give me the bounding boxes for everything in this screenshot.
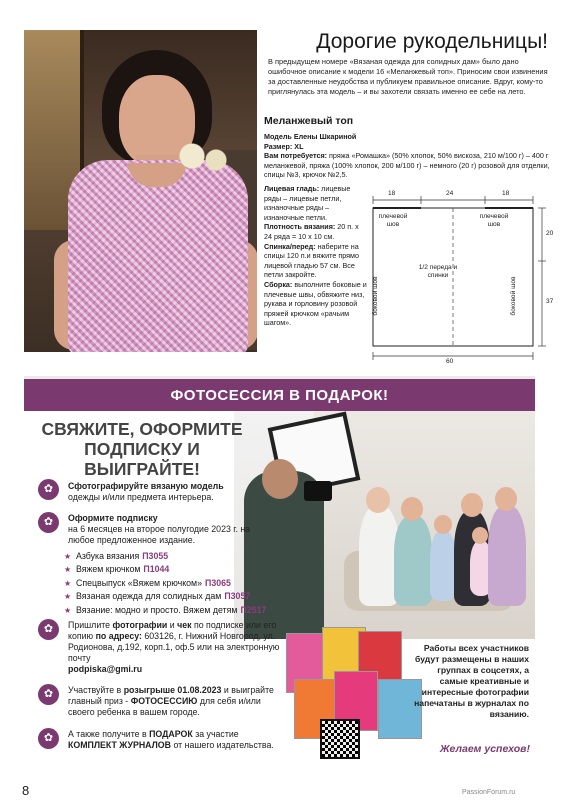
subscription-codes (64, 550, 266, 617)
promo-headline: СВЯЖИТЕ, ОФОРМИТЕ ПОДПИСКУ И ВЫИГРАЙТЕ! (41, 419, 243, 479)
center-label: 1/2 переда и спинки (418, 264, 458, 279)
side-seam-left: боковой шов (372, 276, 379, 316)
code-name: Вязание: модно и просто. Вяжем детям (76, 604, 238, 615)
pattern-diagram (370, 186, 560, 366)
materials-text: пряжа «Ромашка» (50% хлопок, 50% вискоза, 210 м/100 г) – 400 г меланжевой, пряжа (100% хлопок, 200 м/100 г) – немного (20 г) розовой для отделки, спицы №3, крючок №2,5. (264, 151, 550, 180)
star-icon: ★ (64, 605, 72, 615)
yarn-icon: ✿ (38, 684, 59, 705)
yarn-icon: ✿ (38, 479, 59, 500)
camera-icon (304, 481, 332, 501)
density-text: 20 п. х 24 ряда = 10 х 10 см. (264, 222, 359, 241)
pattern-title: Меланжевый топ (264, 115, 354, 127)
code-name: Азбука вязания (76, 551, 140, 561)
assembly-label: Сборка: (264, 279, 293, 289)
flowers-decor (174, 140, 234, 180)
star-icon: ★ (64, 552, 72, 561)
assembly-text: выполните боковые и плечевые швы, обвяжите низ, рукава и горловину розовой пряжей крючком «рачьим шагом». (264, 279, 367, 328)
back-text: наберите на спицы 120 п.и вяжите прямо лицевой гладью 57 см. Все петли закройте. (264, 241, 359, 280)
dim-top-right: 18 (502, 190, 510, 197)
back-label: Спинка/перед: (264, 241, 316, 251)
yarn-icon: ✿ (38, 619, 59, 640)
good-luck-text: Желаем успехов! (439, 743, 530, 755)
step5-text: А также получите в ПОДАРОК за участие КОМПЛЕКТ ЖУРНАЛОВ от нашего издательства. (68, 729, 274, 750)
size-value: XL (294, 141, 304, 151)
pattern-instructions (264, 184, 367, 328)
dim-right-lower: 37 (546, 298, 554, 305)
subscription-code-item (64, 604, 266, 617)
intro-text: В предыдущем номере «Вязаная одежда для солидных дам» было дано ошибочное описание к модели 16 «Меланжевый топ». Приносим свои извинения за доставленные неудобства и публикуем правильное описание. Вдруг, кому-то приглянулась эта модель – и вы захотели связать именно ее себе на лето. (268, 57, 548, 96)
code-value: П2517 (240, 604, 267, 615)
code-name: Спецвыпуск «Вяжем крючком» (76, 577, 202, 588)
dim-top-mid: 24 (446, 190, 454, 197)
code-name: Вязаная одежда для солидных дам (76, 591, 222, 602)
subscription-code-item (64, 590, 266, 603)
side-seam-right: боковой шов (510, 276, 517, 316)
dim-right-upper: 20 (546, 230, 554, 237)
intro-title: Дорогие рукодельницы! (316, 30, 548, 53)
dim-top-left: 18 (388, 190, 396, 197)
step1-text: Сфотографируйте вязаную модель одежды и/или предмета интерьера. (68, 481, 224, 502)
shoulder-seam-right: плечевой шов (479, 213, 509, 228)
pattern-author: Модель Елены Шкариной (264, 132, 357, 141)
shoulder-seam-left: плечевой шов (378, 213, 408, 228)
code-value: П3057 (224, 591, 251, 602)
stitch-text: лицевые ряды – лицевые петли, изнаночные ряды – изнаночные петли. (264, 184, 351, 222)
subscription-code-item (64, 563, 266, 576)
pattern-meta (264, 132, 554, 180)
code-value: П3065 (205, 577, 231, 588)
qr-code-icon[interactable] (320, 719, 360, 759)
yarn-icon: ✿ (38, 728, 59, 749)
star-icon: ★ (64, 592, 72, 602)
promo-block (24, 376, 535, 763)
promo-banner: ФОТОСЕССИЯ В ПОДАРОК! (24, 379, 535, 411)
size-label: Размер: (264, 141, 293, 151)
subscription-code-item (64, 577, 266, 590)
dim-bottom: 60 (446, 358, 454, 365)
density-label: Плотность вязания: (264, 222, 336, 232)
step4-text: Участвуйте в розыгрыше 01.08.2023 и выиграйте главный приз - ФОТОСЕССИЮ для себя и/или своего ребенка в вашем городе. (68, 685, 274, 717)
yarn-icon: ✿ (38, 512, 59, 533)
code-name: Вяжем крючком (76, 564, 141, 575)
page-number: 8 (22, 783, 30, 798)
email-link[interactable]: podpiska@gmi.ru (68, 664, 143, 674)
code-value: П1044 (143, 564, 170, 575)
step2-text: Оформите подписку на 6 месяцев на второе полугодие 2023 г. на любое предложенное издание. (68, 513, 251, 545)
materials-label: Вам потребуется: (264, 151, 328, 161)
subscription-code-item (64, 550, 266, 563)
watermark: PassionForum.ru (462, 789, 516, 796)
star-icon: ★ (64, 565, 72, 575)
code-value: П3055 (142, 551, 169, 561)
stitch-label: Лицевая гладь: (264, 184, 320, 193)
participants-note: Работы всех участников будут размещены в наших группах в соцсетях, а самые креативные и интересные фотографии напечатаны в журналах по вязанию. (414, 643, 529, 719)
studio-photo (234, 411, 535, 639)
step3-text: Пришлите фотографии и чек по подписке или его копию по адресу: 603126, г. Нижний Новгород, ул. Родионова, д.192, корп.1, оф.5 или на электронную почту podpiska@gmi.ru (68, 620, 280, 674)
star-icon: ★ (64, 578, 72, 588)
model-photo (24, 30, 257, 352)
